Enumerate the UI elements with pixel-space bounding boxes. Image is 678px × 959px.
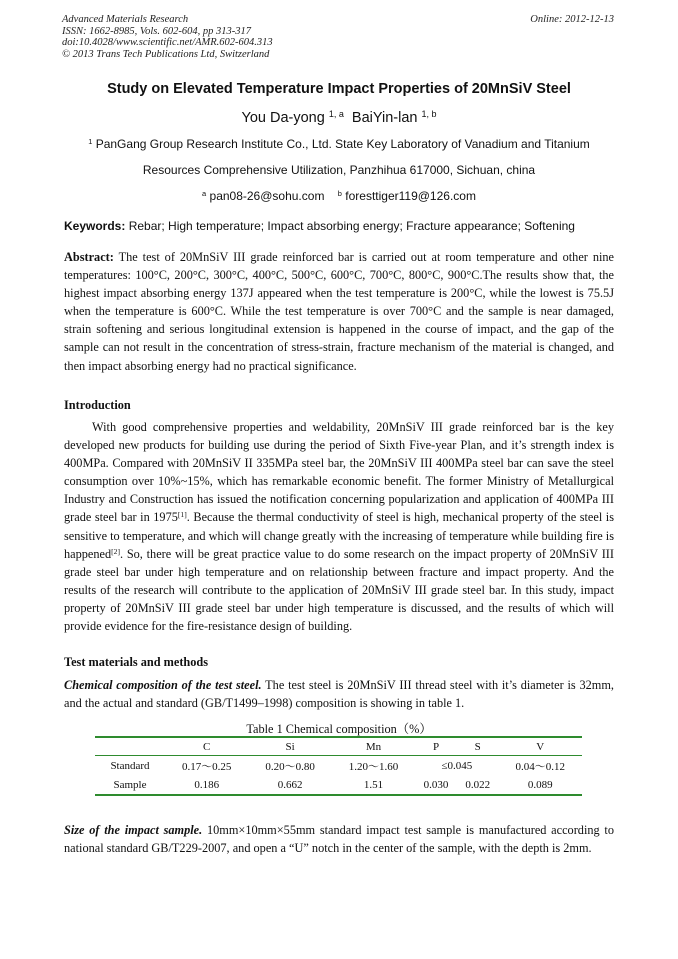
table-cell: 1.51 (332, 775, 415, 795)
online-date: Online: 2012-12-13 (530, 14, 614, 25)
email-sup: a (202, 188, 207, 198)
chem-text: The test steel is 20MnSiV III thread steel with it’s diameter is 32mm, and the actual and standard (GB/T1499–1998) composition is showing in table 1. (64, 678, 615, 711)
doi-line: doi:10.4028/www.scientific.net/AMR.602-604.313 (62, 37, 273, 48)
table-header-cell: Si (248, 737, 331, 756)
author-name: BaiYin-lan (351, 110, 418, 126)
table-cell: 1.20～1.60 (348, 760, 399, 773)
abstract-label: Abstract: (64, 250, 114, 264)
section-heading-methods: Test materials and methods (64, 655, 209, 669)
section-heading-introduction: Introduction (64, 398, 131, 412)
table-cell: 0.022 (457, 775, 499, 795)
copyright-line: © 2013 Trans Tech Publications Ltd, Switzerland (62, 48, 270, 60)
table-cell: Sample (95, 775, 165, 795)
chem-subheading: Chemical composition of the test steel. (64, 678, 262, 692)
table-header-row (95, 737, 582, 756)
intro-text-1: With good comprehensive properties and weldability, 20MnSiV III grade reinforced bar is the key developed new products for building use during the period of Sixth Five-year Plan, and it’s strength index is 400MPa. Compared with 20MnSiV II 335MPa steel bar, the 20MnSiV III 400MPa steel bar can save the steel consumption over 10%~15%, which has remarkable economic benefit. The former Ministry of Metallurgical Industry and Construction has issued the notification concerning popularization and application of 400MPa III grade steel bar in 1975 (64, 420, 614, 525)
size-subheading: Size of the impact sample. (64, 823, 203, 837)
journal-header (62, 14, 273, 60)
table-row (95, 775, 582, 795)
intro-text-3: . So, there will be great practice value to do some research on the impact property of 20MnSiV III grade steel bar under high temperature and on relationship between fracture and impact property. And the results of the research will contribute to the application of 20MnSiV III grade steel bar. In this study, impact property of 20MnSiV III grade steel bar under high temperature is discussed, and the results of which will provide evidence for the fire-resistance design of building. (64, 546, 614, 634)
author-name: You Da-yong (241, 110, 325, 126)
author-line (0, 110, 678, 126)
table-cell: 0.030 (415, 775, 457, 795)
intro-text-2: . Because the thermal conductivity of steel is high, mechanical property of the steel is sensitive to temperature, and which will change greatly with the increasing of temperature while building fire is happened (64, 510, 614, 561)
chemical-composition-table (95, 736, 582, 796)
keywords-label: Keywords: (64, 219, 126, 233)
table-cell: 0.04～0.12 (515, 760, 566, 773)
table-cell: 0.17～0.25 (181, 760, 232, 773)
impact-sample-paragraph (64, 821, 614, 857)
size-text: 10mm×10mm×55mm standard impact test sample is manufactured according to national standard GB/T229-2007, and open a “U” notch in the center of the sample, with the depth is 2mm. (64, 823, 614, 856)
author-sup: 1, b (421, 109, 437, 120)
abstract-text: The test of 20MnSiV III grade reinforced bar is carried out at room temperature and other nine temperatures: 100°C, 200°C, 300°C, 400°C, 500°C, 600°C, 700°C, 800°C, 900°C.The results show that, the highest impact absorbing energy 137J appeared when the test temperature is 200°C, while the lowest is 75.5J when the temperature is 600°C. While the test temperature is over 700°C and the sample is near damaged, strain softening and serious longitudinal extension is happened in the course of impact, and the gap of the sample can not result in the concentration of stress-strain, fracture mechanism of the material is changed, and then impact absorbing energy had no practical significance. (64, 250, 614, 373)
table-cell: 0.662 (248, 775, 331, 795)
affiliation-line-1 (0, 137, 678, 151)
table-cell: Standard (110, 759, 150, 772)
citation-2[interactable]: [2] (111, 546, 120, 556)
author-sup: 1, a (328, 109, 344, 120)
table-cell: ≤0.045 (441, 759, 473, 772)
table-cell: 0.186 (165, 775, 248, 795)
chemical-composition-paragraph (64, 676, 614, 712)
table-cell: 0.20～0.80 (265, 760, 315, 773)
table-row (95, 756, 582, 776)
email-address: pan08-26@sohu.com (209, 189, 325, 203)
affiliation-text: PanGang Group Research Institute Co., Ltd. State Key Laboratory of Vanadium and Titanium (95, 137, 590, 151)
affiliation-line-2: Resources Comprehensive Utilization, Panzhihua 617000, Sichuan, china (142, 163, 536, 177)
email-address: foresttiger119@126.com (345, 189, 476, 203)
journal-name: Advanced Materials Research (62, 14, 189, 25)
table-header-cell: S (457, 737, 499, 756)
affiliation-sup: 1 (88, 136, 93, 146)
paper-title: Study on Elevated Temperature Impact Properties of 20MnSiV Steel (107, 81, 571, 97)
table-header-cell: V (499, 737, 582, 756)
table-caption: Table 1 Chemical composition（%） (246, 722, 432, 736)
citation-1[interactable]: [1] (177, 510, 187, 520)
table-header-cell (95, 737, 165, 756)
email-line (0, 189, 678, 203)
table-header-cell: P (415, 737, 457, 756)
introduction-body (64, 418, 614, 635)
table-cell: 0.089 (499, 775, 582, 795)
email-sup: b (337, 188, 342, 198)
keywords-text: Rebar; High temperature; Impact absorbing energy; Fracture appearance; Softening (128, 219, 575, 233)
table-header-cell: Mn (332, 737, 415, 756)
table-header-cell: C (165, 737, 248, 756)
keywords (64, 219, 616, 233)
issn-line: ISSN: 1662-8985, Vols. 602-604, pp 313-317 (62, 25, 251, 37)
abstract (64, 248, 614, 375)
